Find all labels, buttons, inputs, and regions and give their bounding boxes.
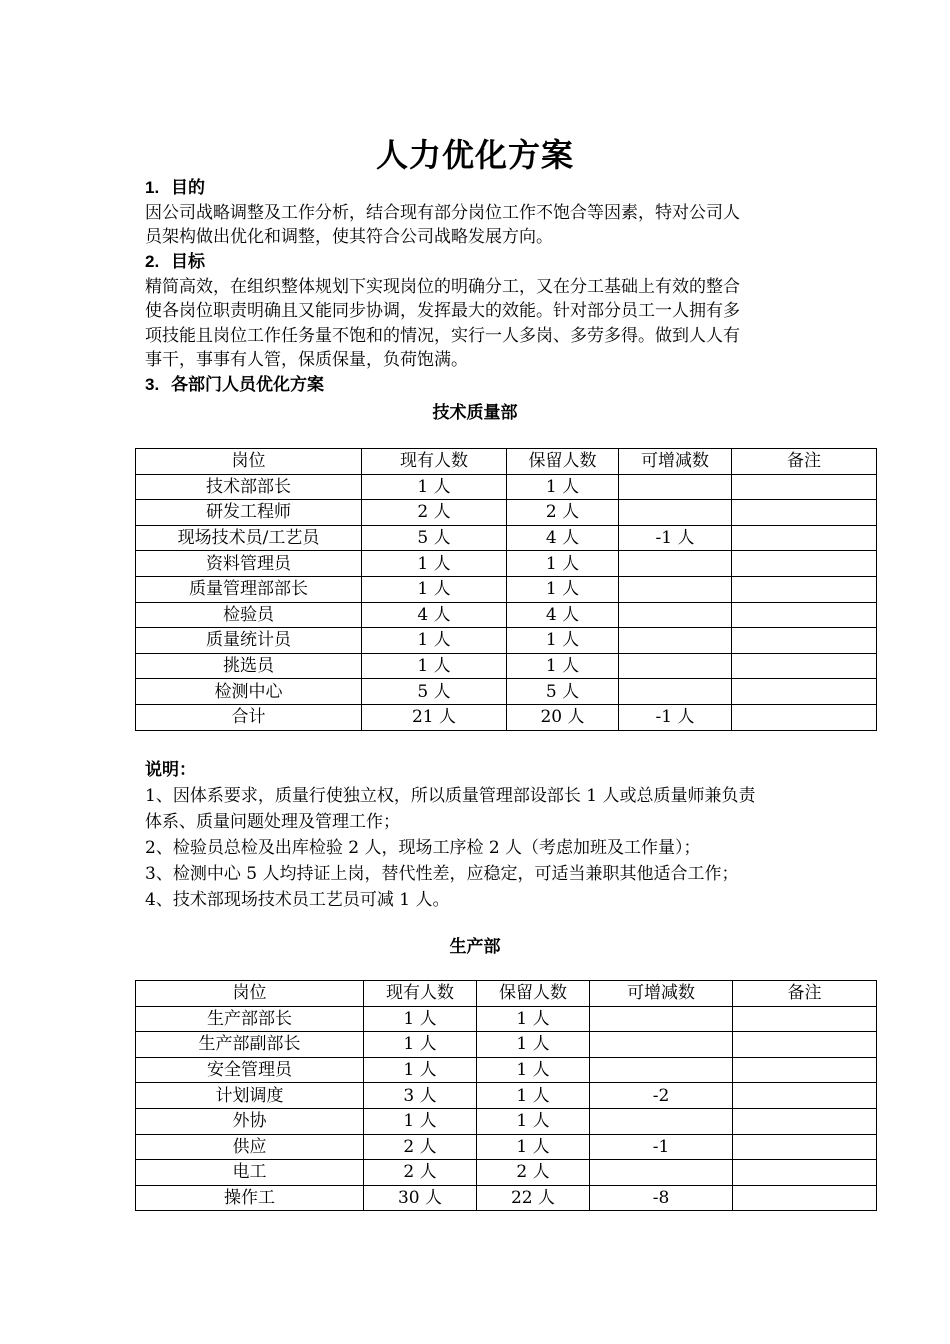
- cell-adjustment: -1 人: [619, 525, 732, 551]
- table-row: [136, 525, 877, 551]
- paragraph-line: 员架构做出优化和调整，使其符合公司战略发展方向。: [145, 227, 553, 247]
- cell-position: 研发工程师: [136, 500, 362, 526]
- cell-current-count: 1 人: [362, 576, 507, 602]
- cell-remarks: [732, 602, 877, 628]
- paragraph-line: 因公司战略调整及工作分析，结合现有部分岗位工作不饱合等因素，特对公司人: [145, 202, 740, 223]
- section-title: 各部门人员优化方案: [171, 375, 324, 395]
- table-row: [136, 602, 877, 628]
- header-retained-count: 保留人数: [507, 449, 619, 475]
- cell-current-count: 4 人: [362, 602, 507, 628]
- header-current-count: 现有人数: [364, 981, 477, 1007]
- cell-remarks: [733, 1185, 877, 1211]
- document-title: 人力优化方案: [375, 136, 574, 174]
- cell-position: 合计: [136, 704, 362, 730]
- cell-position: 生产部副部长: [136, 1032, 364, 1058]
- paragraph-line: 项技能且岗位工作任务量不饱和的情况，实行一人多岗、多劳多得。做到人人有: [145, 325, 740, 346]
- cell-remarks: [733, 1006, 877, 1032]
- cell-retained-count: 1 人: [477, 1006, 590, 1032]
- cell-retained-count: 2 人: [507, 500, 619, 526]
- cell-retained-count: 20 人: [507, 704, 619, 730]
- note-line: 4、技术部现场技术员工艺员可减 1 人。: [145, 890, 450, 910]
- cell-current-count: 21 人: [362, 704, 507, 730]
- table-caption-production: 生产部: [449, 937, 501, 957]
- cell-current-count: 1 人: [362, 653, 507, 679]
- section-number: 2.: [145, 252, 160, 271]
- cell-position: 质量管理部部长: [136, 576, 362, 602]
- cell-remarks: [733, 1032, 877, 1058]
- cell-adjustment: [619, 679, 732, 705]
- cell-retained-count: 1 人: [477, 1083, 590, 1109]
- cell-current-count: 1 人: [362, 628, 507, 654]
- cell-remarks: [733, 1108, 877, 1134]
- cell-remarks: [733, 1083, 877, 1109]
- cell-position: 生产部部长: [136, 1006, 364, 1032]
- cell-remarks: [732, 551, 877, 577]
- table-row: [136, 1057, 877, 1083]
- cell-adjustment: [590, 1032, 733, 1058]
- paragraph-line: 精简高效，在组织整体规划下实现岗位的明确分工，又在分工基础上有效的整合: [145, 276, 740, 297]
- table-row: [136, 704, 877, 730]
- note-line: 1、因体系要求，质量行使独立权，所以质量管理部设部长 1 人或总质量师兼负责: [145, 786, 756, 806]
- cell-current-count: 5 人: [362, 525, 507, 551]
- table-header-row: [136, 981, 877, 1007]
- header-retained-count: 保留人数: [477, 981, 590, 1007]
- cell-adjustment: [590, 1160, 733, 1186]
- cell-current-count: 2 人: [364, 1134, 477, 1160]
- table-row: [136, 1160, 877, 1186]
- cell-remarks: [732, 628, 877, 654]
- header-adjustment: 可增减数: [590, 981, 733, 1007]
- cell-adjustment: [619, 500, 732, 526]
- cell-position: 检验员: [136, 602, 362, 628]
- cell-adjustment: -8: [590, 1185, 733, 1211]
- section-number: 1.: [145, 178, 160, 197]
- header-position: 岗位: [136, 449, 362, 475]
- table-row: [136, 1108, 877, 1134]
- cell-position: 供应: [136, 1134, 364, 1160]
- cell-remarks: [733, 1160, 877, 1186]
- table-row: [136, 551, 877, 577]
- cell-remarks: [732, 704, 877, 730]
- paragraph-line: 事干，事事有人管，保质保量，负荷饱满。: [145, 350, 468, 370]
- cell-adjustment: [619, 474, 732, 500]
- tech-quality-table: [135, 448, 877, 731]
- cell-position: 检测中心: [136, 679, 362, 705]
- section-plan: [145, 373, 815, 398]
- section-number: 3.: [145, 375, 160, 394]
- cell-adjustment: [590, 1108, 733, 1134]
- cell-current-count: 5 人: [362, 679, 507, 705]
- notes-block: [145, 757, 825, 913]
- cell-remarks: [733, 1057, 877, 1083]
- section-heading: [145, 373, 815, 398]
- cell-remarks: [732, 474, 877, 500]
- cell-retained-count: 22 人: [477, 1185, 590, 1211]
- cell-adjustment: [590, 1006, 733, 1032]
- cell-position: 质量统计员: [136, 628, 362, 654]
- header-position: 岗位: [136, 981, 364, 1007]
- cell-current-count: 1 人: [364, 1032, 477, 1058]
- table-header-row: [136, 449, 877, 475]
- cell-current-count: 2 人: [364, 1160, 477, 1186]
- cell-retained-count: 2 人: [477, 1160, 590, 1186]
- section-title: 目的: [171, 178, 205, 198]
- cell-retained-count: 4 人: [507, 602, 619, 628]
- cell-adjustment: -2: [590, 1083, 733, 1109]
- cell-retained-count: 1 人: [507, 628, 619, 654]
- cell-retained-count: 5 人: [507, 679, 619, 705]
- table-row: [136, 1006, 877, 1032]
- cell-retained-count: 1 人: [477, 1032, 590, 1058]
- cell-retained-count: 1 人: [507, 474, 619, 500]
- cell-retained-count: 1 人: [477, 1134, 590, 1160]
- cell-remarks: [733, 1134, 877, 1160]
- cell-adjustment: [619, 653, 732, 679]
- table-row: [136, 1134, 877, 1160]
- cell-retained-count: 1 人: [477, 1057, 590, 1083]
- header-current-count: 现有人数: [362, 449, 507, 475]
- cell-position: 技术部部长: [136, 474, 362, 500]
- cell-adjustment: [619, 628, 732, 654]
- section-heading: [145, 250, 815, 275]
- table-row: [136, 1185, 877, 1211]
- cell-position: 外协: [136, 1108, 364, 1134]
- cell-adjustment: -1 人: [619, 704, 732, 730]
- table-row: [136, 474, 877, 500]
- header-remarks: 备注: [732, 449, 877, 475]
- cell-current-count: 3 人: [364, 1083, 477, 1109]
- cell-current-count: 30 人: [364, 1185, 477, 1211]
- cell-retained-count: 4 人: [507, 525, 619, 551]
- cell-adjustment: [619, 576, 732, 602]
- cell-position: 安全管理员: [136, 1057, 364, 1083]
- note-line: 体系、质量问题处理及管理工作；: [145, 812, 400, 832]
- cell-current-count: 1 人: [362, 551, 507, 577]
- cell-current-count: 1 人: [364, 1057, 477, 1083]
- table-row: [136, 1032, 877, 1058]
- cell-retained-count: 1 人: [507, 576, 619, 602]
- table-row: [136, 1083, 877, 1109]
- table-row: [136, 653, 877, 679]
- cell-retained-count: 1 人: [507, 653, 619, 679]
- cell-current-count: 1 人: [364, 1006, 477, 1032]
- cell-position: 现场技术员/工艺员: [136, 525, 362, 551]
- cell-retained-count: 1 人: [477, 1108, 590, 1134]
- cell-position: 资料管理员: [136, 551, 362, 577]
- table-caption-tech-quality: 技术质量部: [432, 403, 518, 423]
- cell-position: 电工: [136, 1160, 364, 1186]
- cell-adjustment: -1: [590, 1134, 733, 1160]
- cell-position: 操作工: [136, 1185, 364, 1211]
- notes-heading: 说明：: [145, 760, 196, 780]
- section-heading: [145, 176, 815, 201]
- cell-current-count: 2 人: [362, 500, 507, 526]
- table-row: [136, 576, 877, 602]
- cell-retained-count: 1 人: [507, 551, 619, 577]
- paragraph-line: 使各岗位职责明确且又能同步协调，发挥最大的效能。针对部分员工一人拥有多: [145, 301, 740, 321]
- header-remarks: 备注: [733, 981, 877, 1007]
- table-row: [136, 679, 877, 705]
- cell-adjustment: [590, 1057, 733, 1083]
- table-row: [136, 628, 877, 654]
- cell-position: 挑选员: [136, 653, 362, 679]
- cell-remarks: [732, 576, 877, 602]
- cell-remarks: [732, 500, 877, 526]
- cell-remarks: [732, 653, 877, 679]
- section-goal: [145, 250, 815, 373]
- cell-remarks: [732, 679, 877, 705]
- cell-adjustment: [619, 551, 732, 577]
- cell-current-count: 1 人: [362, 474, 507, 500]
- cell-adjustment: [619, 602, 732, 628]
- section-title: 目标: [171, 252, 205, 272]
- note-line: 2、检验员总检及出库检验 2 人，现场工序检 2 人（考虑加班及工作量）；: [145, 838, 701, 858]
- cell-position: 计划调度: [136, 1083, 364, 1109]
- header-adjustment: 可增减数: [619, 449, 732, 475]
- section-purpose: [145, 176, 815, 250]
- cell-remarks: [732, 525, 877, 551]
- note-line: 3、检测中心 5 人均持证上岗，替代性差，应稳定，可适当兼职其他适合工作；: [145, 864, 739, 884]
- cell-current-count: 1 人: [364, 1108, 477, 1134]
- production-table: [135, 980, 877, 1211]
- table-row: [136, 500, 877, 526]
